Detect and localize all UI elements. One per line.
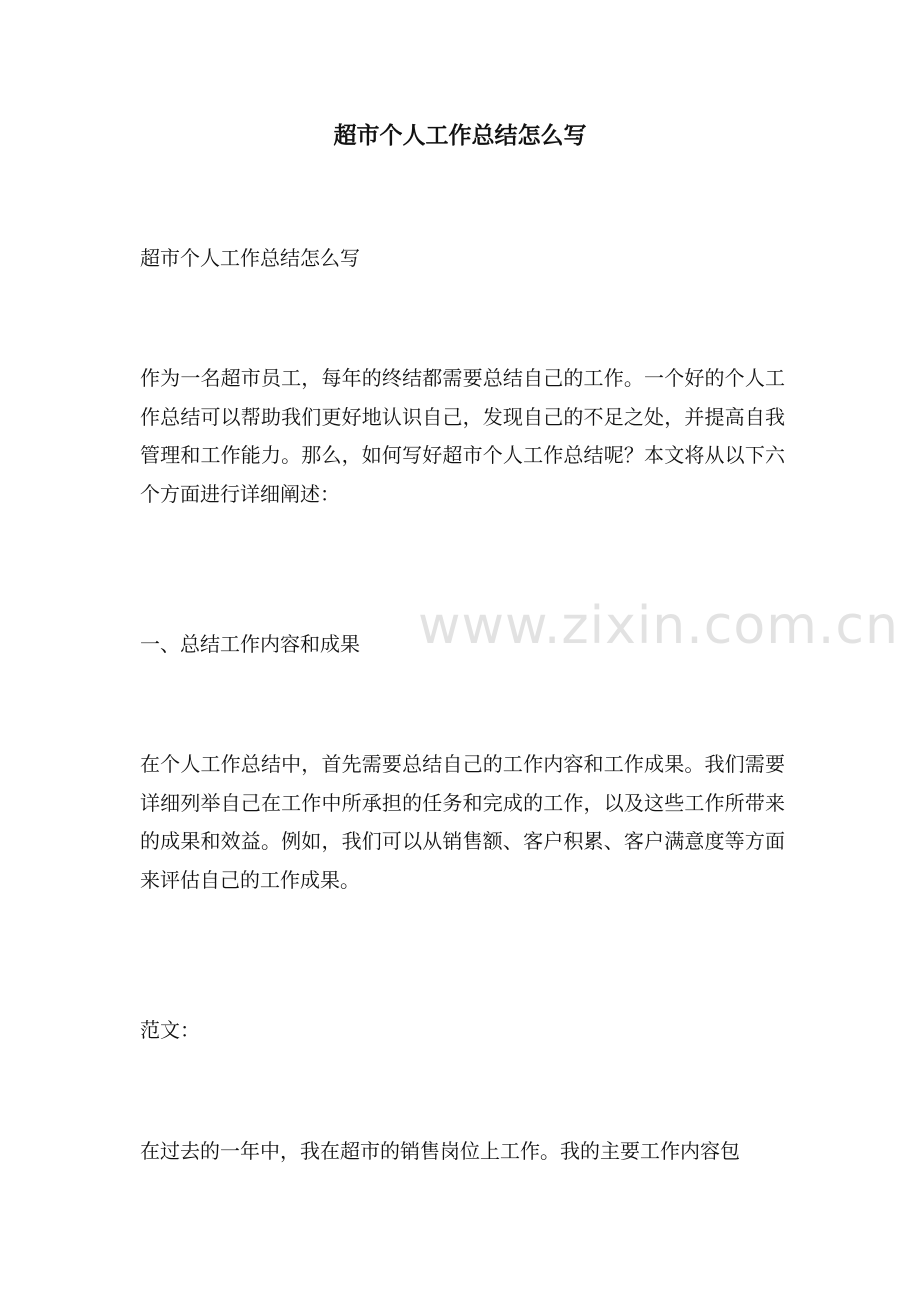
document-title: 超市个人工作总结怎么写 bbox=[333, 122, 587, 149]
section-heading: 一、总结工作内容和成果 bbox=[140, 632, 360, 656]
sample-paragraph: 在过去的一年中，我在超市的销售岗位上工作。我的主要工作内容包 bbox=[140, 1139, 740, 1163]
watermark: www.zixin.com.cn bbox=[418, 596, 899, 656]
intro-paragraph: 作为一名超市员工，每年的终结都需要总结自己的工作。一个好的个人工作总结可以帮助我们更好地认识自己，发现自己的不足之处，并提高自我管理和工作能力。那么，如何写好超市个人工作总结呢？本文将从以下六个方面进行详细阐述： bbox=[140, 366, 785, 506]
document-subtitle: 超市个人工作总结怎么写 bbox=[140, 246, 360, 270]
sample-label: 范文： bbox=[140, 1018, 200, 1042]
section-paragraph: 在个人工作总结中，首先需要总结自己的工作内容和工作成果。我们需要详细列举自己在工作中所承担的任务和完成的工作，以及这些工作所带来的成果和效益。例如，我们可以从销售额、客户积累、客户满意度等方面来评估自己的工作成果。 bbox=[140, 752, 785, 892]
